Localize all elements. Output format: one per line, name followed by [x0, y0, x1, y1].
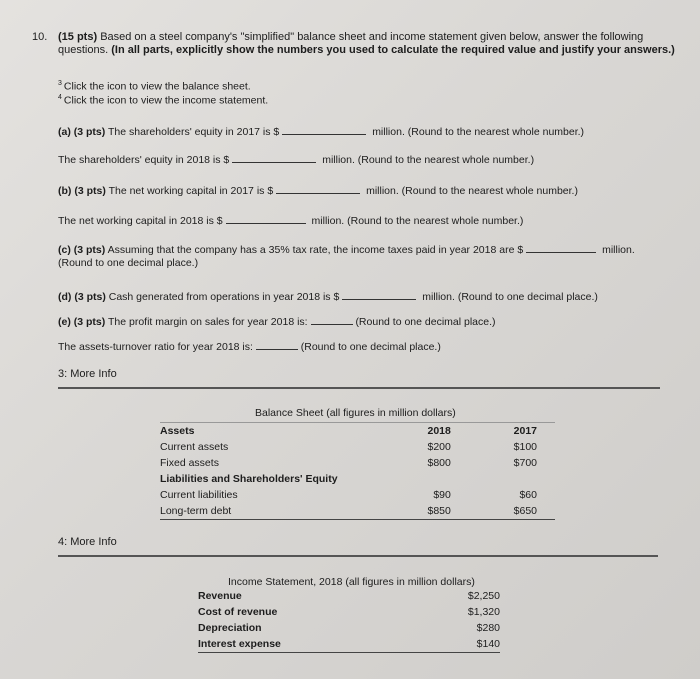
answer-input-a-2018[interactable] [232, 152, 316, 163]
table-row: Liabilities and Shareholders' Equity [160, 473, 338, 485]
answer-input-a-2017[interactable] [282, 124, 366, 135]
more-info-4-heading[interactable]: 4: More Info [58, 536, 117, 548]
part-a-equity-2017: (a) (3 pts) The shareholders' equity in 2017 is $ million. (Round to the nearest whole number.) [58, 126, 585, 138]
table-row: Revenue $2,250 [198, 590, 500, 602]
part-c-taxes: (c) (3 pts) Assuming that the company has a 35% tax rate, the income taxes paid in year 2018 are $ million. (Round to one decimal place.) [58, 244, 635, 269]
balance-sheet-link[interactable]: $^3$ Click the icon to view the balance sheet. [58, 80, 251, 93]
answer-input-b-2017[interactable] [276, 183, 360, 194]
answer-input-d[interactable] [342, 289, 416, 300]
footnote-3: 3 [58, 80, 62, 87]
income-statement-link[interactable]: $^4$ Click the icon to view the income statement. [58, 94, 269, 107]
income-statement-caption: Income Statement, 2018 (all figures in million dollars) [228, 576, 475, 588]
part-e-profit-margin: (e) (3 pts) The profit margin on sales for year 2018 is: (Round to one decimal place.) [58, 316, 496, 328]
question-instruction: (In all parts, explicitly show the numbers you used to calculate the required value and justify your answers.) [111, 44, 675, 56]
table-row: Fixed assets $800 $700 [160, 457, 537, 469]
question-points: (15 pts) [58, 31, 98, 43]
part-b-nwc-2017: (b) (3 pts) The net working capital in 2017 is $ million. (Round to the nearest whole number.) [58, 185, 578, 197]
answer-input-c[interactable] [526, 242, 596, 253]
balance-sheet-caption: Balance Sheet (all figures in million dollars) [255, 407, 456, 419]
table-row: Current assets $200 $100 [160, 441, 537, 453]
table-row: Long-term debt $850 $650 [160, 505, 537, 517]
answer-input-b-2018[interactable] [226, 213, 306, 224]
question-text [58, 31, 678, 57]
table-row: Cost of revenue $1,320 [198, 606, 500, 618]
income-statement-table [198, 588, 500, 653]
table-row: Interest expense $140 [198, 638, 500, 650]
part-e-asset-turnover: The assets-turnover ratio for year 2018 is: (Round to one decimal place.) [58, 341, 441, 353]
part-b-nwc-2018: The net working capital in 2018 is $ million. (Round to the nearest whole number.) [58, 215, 524, 227]
question-body: Based on a steel company's "simplified" balance sheet and income statement given below, answer the following questions. [58, 31, 644, 56]
question-number: 10. [32, 31, 48, 43]
balance-sheet-table [160, 422, 555, 520]
table-row: Depreciation $280 [198, 622, 500, 634]
part-a-equity-2018: The shareholders' equity in 2018 is $ million. (Round to the nearest whole number.) [58, 154, 535, 166]
answer-input-e-margin[interactable] [311, 314, 353, 325]
divider [58, 555, 658, 557]
more-info-3-heading[interactable]: 3: More Info [58, 368, 117, 380]
part-d-cash: (d) (3 pts) Cash generated from operations in year 2018 is $ million. (Round to one decimal place.) [58, 291, 598, 303]
table-header-row: Assets 2018 2017 [160, 423, 555, 440]
table-row: Current liabilities $90 $60 [160, 489, 537, 501]
footnote-4: 4 [58, 94, 62, 101]
answer-input-e-turnover[interactable] [256, 339, 298, 350]
divider [58, 387, 660, 389]
